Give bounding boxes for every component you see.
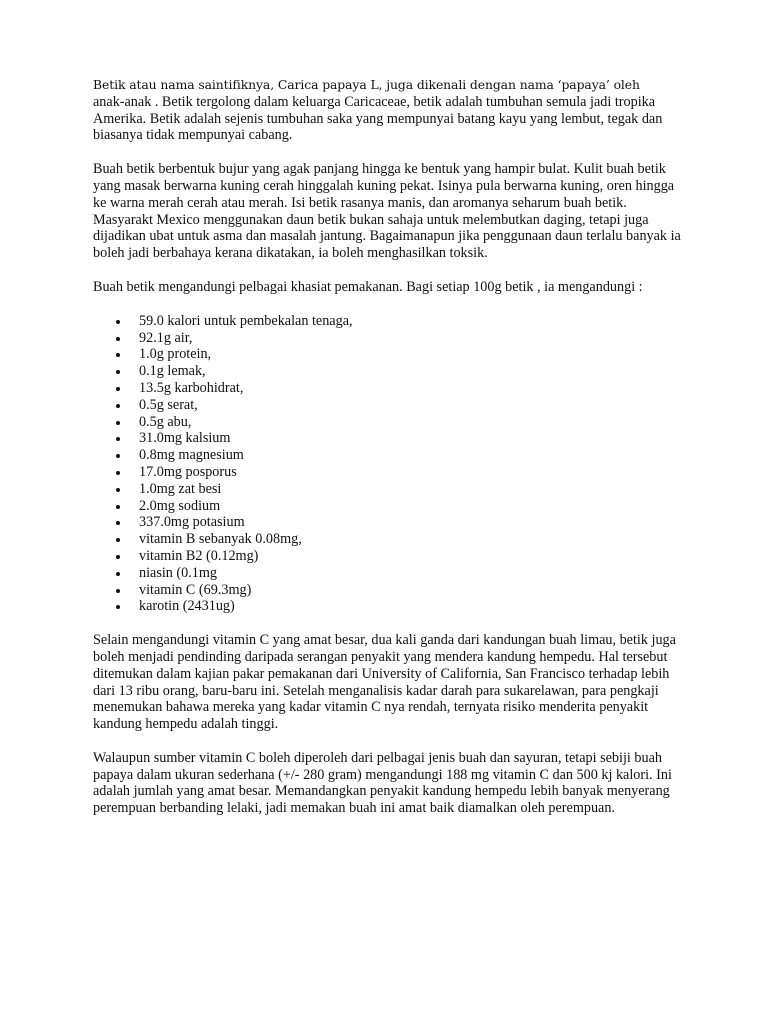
paragraph-intro xyxy=(93,77,683,144)
bullet-icon xyxy=(116,572,120,576)
paragraph-vitamin-c: Selain mengandungi vitamin C yang amat besar, dua kali ganda dari kandungan buah limau, betik juga boleh menjadi pendinding daripada serangan penyakit yang mendera kandung hempedu. Hal tersebut ditemukan dalam kajian pakar pemakanan dari University of California, San Francisco terhadap lebih dari 13 ribu orang, baru-baru ini. Setelah menganalisis kadar darah para sukarelawan, para pengkaji menemukan bahawa mereka yang kadar vitamin C nya rendah, ternyata risiko menderita penyakit kandung hempedu adalah tinggi. xyxy=(93,632,676,733)
bullet-icon xyxy=(116,387,120,391)
list-item: 92.1g air, xyxy=(93,330,683,347)
list-item: 31.0mg kalsium xyxy=(93,430,683,447)
paragraph-intro-line1: Betik atau nama saintifiknya, Carica papaya L, juga dikenali dengan nama ‘papaya’ oleh xyxy=(93,77,640,92)
bullet-icon xyxy=(116,454,120,458)
paragraph-description: Buah betik berbentuk bujur yang agak panjang hingga ke bentuk yang hampir bulat. Kulit buah betik yang masak berwarna kuning cerah hinggalah kuning pekat. Isinya pula berwarna kuning, oren hingga ke warna merah cerah atau merah. Isi betik rasanya manis, dan aromanya seharum buah betik. Masyarakt Mexico menggunakan daun betik bukan sahaja untuk melembutkan daging, tetapi juga dijadikan ubat untuk asma dan masalah jantung. Bagaimanapun jika penggunaan daun terlalu banyak ia boleh jadi berbahaya kerana dikatakan, ia boleh menghasilkan toksik. xyxy=(93,161,681,262)
list-item: vitamin C (69.3mg) xyxy=(93,582,683,599)
list-item: 59.0 kalori untuk pembekalan tenaga, xyxy=(93,313,683,330)
bullet-icon xyxy=(116,370,120,374)
list-item: 13.5g karbohidrat, xyxy=(93,380,683,397)
list-item: 0.5g serat, xyxy=(93,397,683,414)
bullet-icon xyxy=(116,488,120,492)
list-item: 0.8mg magnesium xyxy=(93,447,683,464)
list-item: 0.1g lemak, xyxy=(93,363,683,380)
bullet-icon xyxy=(116,605,120,609)
bullet-icon xyxy=(116,421,120,425)
list-item: vitamin B2 (0.12mg) xyxy=(93,548,683,565)
paragraph-conclusion: Walaupun sumber vitamin C boleh diperoleh dari pelbagai jenis buah dan sayuran, tetapi sebiji buah papaya dalam ukuran sederhana (+/- 280 gram) mengandungi 188 mg vitamin C dan 500 kj kalori. Ini adalah jumlah yang amat besar. Memandangkan penyakit kandung hempedu lebih banyak menyerang perempuan berbanding lelaki, jadi memakan buah ini amat baik diamalkan oleh perempuan. xyxy=(93,749,672,817)
bullet-icon xyxy=(116,505,120,509)
bullet-icon xyxy=(116,538,120,542)
list-item: 1.0g protein, xyxy=(93,346,683,363)
document-page xyxy=(93,77,683,834)
list-item: 17.0mg posporus xyxy=(93,464,683,481)
list-item: vitamin B sebanyak 0.08mg, xyxy=(93,531,683,548)
paragraph-intro-rest: anak-anak . Betik tergolong dalam keluarga Caricaceae, betik adalah tumbuhan semula jadi tropika Amerika. Betik adalah sejenis tumbuhan saka yang mempunyai batang kayu yang lembut, tegak dan biasanya tidak mempunyai cabang. xyxy=(93,93,663,144)
bullet-icon xyxy=(116,337,120,341)
list-item: 2.0mg sodium xyxy=(93,498,683,515)
bullet-icon xyxy=(116,589,120,593)
list-item: 337.0mg potasium xyxy=(93,514,683,531)
bullet-icon xyxy=(116,437,120,441)
list-item: 1.0mg zat besi xyxy=(93,481,683,498)
bullet-icon xyxy=(116,320,120,324)
bullet-icon xyxy=(116,555,120,559)
nutrient-list xyxy=(93,313,683,615)
list-item: 0.5g abu, xyxy=(93,414,683,431)
list-item: niasin (0.1mg xyxy=(93,565,683,582)
paragraph-nutrition-intro: Buah betik mengandungi pelbagai khasiat pemakanan. Bagi setiap 100g betik , ia mengandungi : xyxy=(93,278,643,295)
bullet-icon xyxy=(116,521,120,525)
bullet-icon xyxy=(116,471,120,475)
bullet-icon xyxy=(116,353,120,357)
list-item: karotin (2431ug) xyxy=(93,598,683,615)
bullet-icon xyxy=(116,404,120,408)
